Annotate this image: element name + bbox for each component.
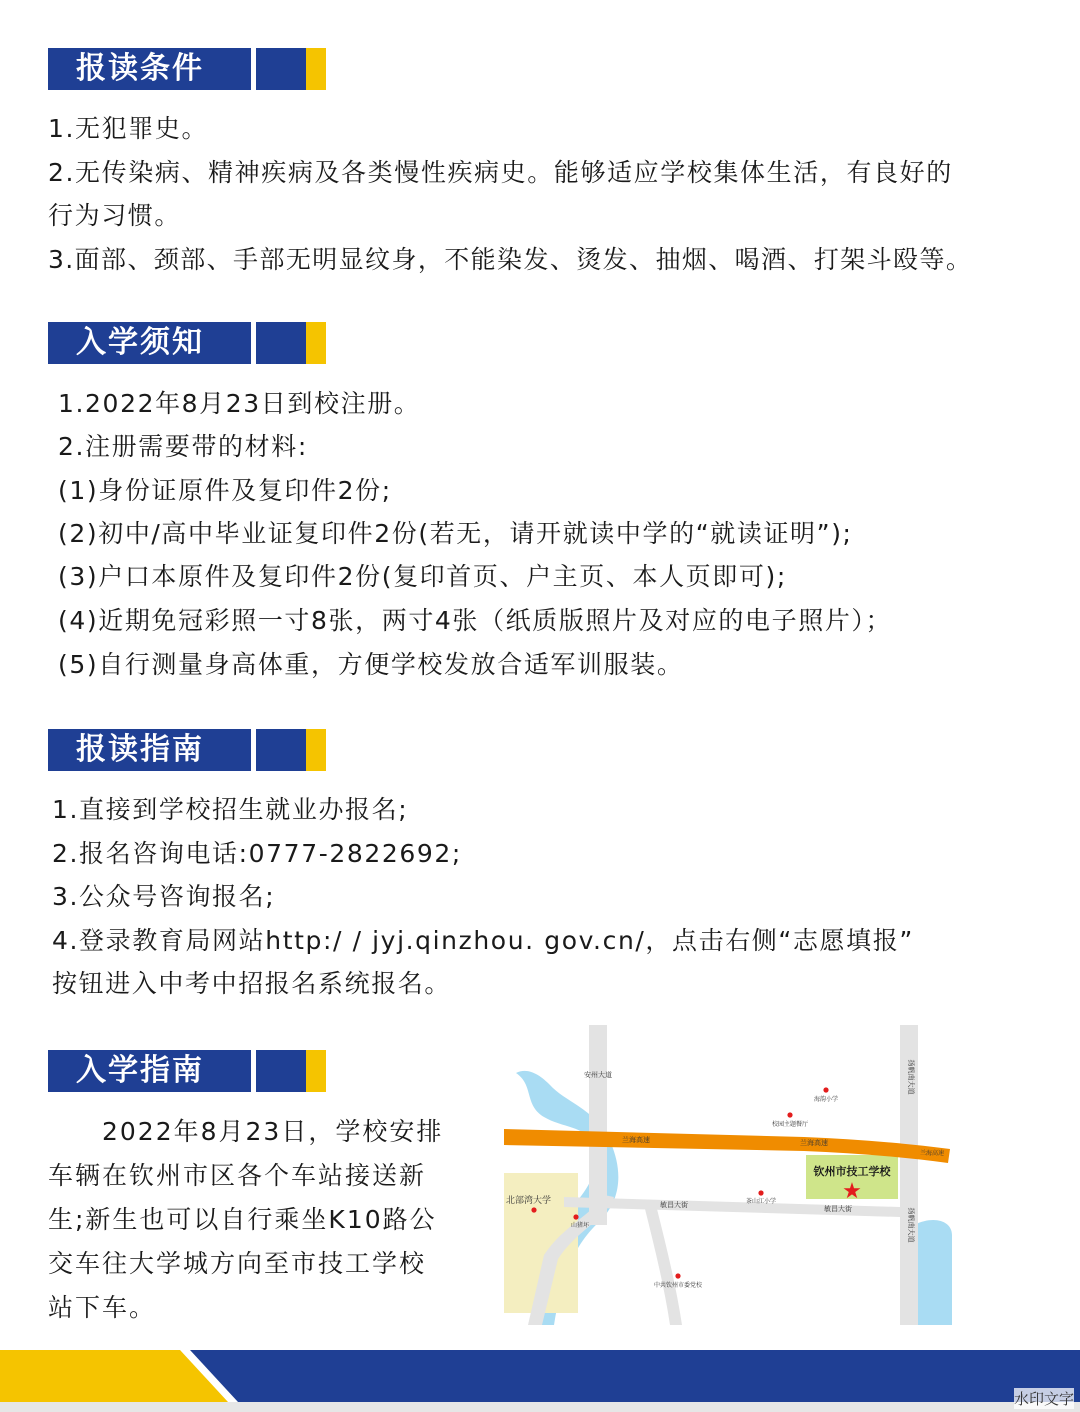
poi-dot — [787, 1112, 792, 1117]
poi-dot — [531, 1207, 536, 1212]
svg-text:兰海高速 — [800, 1138, 828, 1147]
notice-line-3: (1)身份证原件及复印件2份; — [58, 476, 392, 505]
road-anzhou — [589, 1025, 607, 1225]
svg-text:茶山江小学 — [746, 1197, 776, 1205]
condition-line-1: 1.无犯罪史。 — [48, 114, 209, 143]
footer-band — [0, 1350, 1080, 1412]
school-star-icon: ★ — [842, 1179, 862, 1204]
svg-text:中共钦州市委党校 — [654, 1281, 703, 1289]
notice-line-2: 2.注册需要带的材料: — [58, 432, 308, 461]
section-header-admission-guide — [48, 1050, 280, 1092]
condition-line-2-cont: 行为习惯。 — [48, 201, 182, 230]
svg-text:海韵小学 — [814, 1095, 838, 1103]
poi-party-label: 中共钦州市委党校 — [653, 1282, 703, 1289]
svg-text:兰海高速 — [622, 1135, 650, 1144]
para-line: 交车往大学城方向至市技工学校 — [48, 1249, 427, 1278]
svg-text:北部湾大学 — [506, 1194, 551, 1206]
school-name: 钦州市技工学校 — [813, 1165, 891, 1178]
notice-line-4: (2)初中/高中毕业证复印件2份(若无，请开就读中学的“就读证明”); — [58, 519, 853, 548]
poi-dot — [675, 1273, 680, 1278]
admission-paragraph — [48, 1110, 468, 1330]
para-line: 2022年8月23日，学校安排 — [48, 1117, 444, 1146]
para-line: 站下车。 — [48, 1293, 157, 1322]
svg-text:校园主题餐厅 — [772, 1120, 808, 1128]
poi-dot — [823, 1087, 828, 1092]
section-header-application-guide — [48, 729, 280, 771]
highway-label-2: 兰海高速 — [800, 1139, 828, 1147]
notice-line-6: (4)近期免冠彩照一寸8张，两寸4张（纸质版照片及对应的电子照片）； — [58, 606, 893, 635]
svg-text:兰海高速 — [920, 1149, 944, 1157]
section-title: 入学须知 — [48, 322, 251, 364]
road-yangfan-label: 扬帆南大道 — [907, 1059, 915, 1095]
highway-label-3: 兰海高速 — [920, 1150, 945, 1157]
header-accent — [256, 1050, 326, 1092]
notice-line-7: (5)自行测量身高体重，方便学校发放合适军训服装。 — [58, 650, 684, 679]
street-label-2: 敏昌大街 — [824, 1205, 852, 1213]
guide-line-2: 2.报名咨询电话:0777-2822692; — [52, 839, 462, 868]
svg-text:扬帆南大道 — [907, 1060, 916, 1095]
road-anzhou-label: 安州大道 — [584, 1071, 612, 1079]
notice-line-1: 1.2022年8月23日到校注册。 — [58, 389, 421, 418]
location-map — [504, 1025, 952, 1325]
para-line: 生;新生也可以自行乘坐K10路公 — [48, 1205, 437, 1234]
guide-line-4-cont: 按钮进入中考中招报名系统报名。 — [52, 969, 452, 998]
condition-line-3: 3.面部、颈部、手部无明显纹身，不能染发、烫发、抽烟、喝酒、打架斗殴等。 — [48, 245, 973, 274]
section-title: 报读指南 — [48, 729, 251, 771]
svg-text:敏昌大街 — [660, 1200, 688, 1209]
svg-text:山猪坏 — [571, 1221, 590, 1229]
header-accent — [256, 48, 326, 90]
svg-text:敏昌大街 — [824, 1204, 852, 1213]
watermark: 水印文字 — [1013, 1390, 1074, 1408]
street-label: 敏昌大街 — [660, 1201, 688, 1209]
poi-chashan-label: 茶山江小学 — [745, 1198, 777, 1205]
svg-text:钦州市技工学校 — [814, 1164, 892, 1178]
para-line: 车辆在钦州市区各个车站接送新 — [48, 1161, 427, 1190]
notice-line-5: (3)户口本原件及复印件2份(复印首页、户主页、本人页即可); — [58, 562, 787, 591]
guide-line-1: 1.直接到学校招生就业办报名; — [52, 795, 409, 824]
guide-line-3: 3.公众号咨询报名; — [52, 882, 276, 911]
road-yangfan-label-2: 扬帆南大道 — [907, 1207, 915, 1243]
section-header-enrollment-notice — [48, 322, 280, 364]
poi-restaurant-label: 校园主题餐厅 — [771, 1121, 809, 1128]
poi-shanhuan-label: 山猪坏 — [570, 1222, 590, 1229]
poi-dot — [573, 1214, 578, 1219]
section-title: 报读条件 — [48, 48, 251, 90]
beibu-label: 北部湾大学 — [506, 1196, 552, 1206]
poi-dot — [758, 1190, 763, 1195]
header-accent — [256, 729, 326, 771]
poi-primary-label: 海韵小学 — [813, 1096, 839, 1103]
header-accent — [256, 322, 326, 364]
highway-label: 兰海高速 — [622, 1136, 650, 1144]
section-header-conditions — [48, 48, 280, 90]
svg-text:安州大道 — [584, 1070, 612, 1079]
condition-line-2: 2.无传染病、精神疾病及各类慢性疾病史。能够适应学校集体生活，有良好的 — [48, 158, 953, 187]
section-title: 入学指南 — [48, 1050, 251, 1092]
svg-text:扬帆南大道 — [907, 1208, 916, 1243]
guide-line-4: 4.登录教育局网站http:/ / jyj.qinzhou. gov.cn/，点击右侧“志愿填报” — [52, 926, 914, 955]
